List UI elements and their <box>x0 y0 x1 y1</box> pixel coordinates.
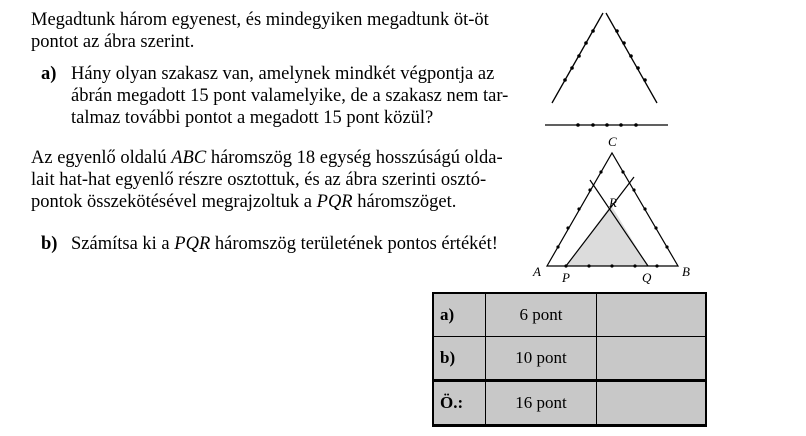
left-line <box>552 13 603 103</box>
part-a-label: a) <box>41 64 57 84</box>
point <box>570 66 574 70</box>
figure-three-lines <box>545 13 668 127</box>
score-key: Ö.: <box>433 381 486 426</box>
score-blank <box>597 293 707 337</box>
part-b-text: Számítsa ki a PQR háromszög területének pontos értékét! <box>71 234 498 254</box>
point <box>622 41 626 45</box>
label-q: Q <box>642 270 652 285</box>
division-point <box>655 264 658 267</box>
point <box>634 123 638 127</box>
label-r: R <box>609 195 617 210</box>
division-point <box>643 207 646 210</box>
triangle-pqr-fill <box>566 205 648 266</box>
score-key: a) <box>433 293 486 337</box>
part-a-line-3: talmaz további pontot a megadott 15 pont közül? <box>71 108 434 128</box>
division-point <box>654 226 657 229</box>
division-point <box>577 207 580 210</box>
division-point <box>599 170 602 173</box>
point <box>563 78 567 82</box>
part-a-line-2: ábrán megadott 15 pont valamelyike, de a szakasz nem tar- <box>71 86 509 106</box>
intro-line-2: pontot az ábra szerint. <box>31 32 195 52</box>
figure-triangle-abc <box>532 134 690 285</box>
part-b-label: b) <box>41 234 58 254</box>
division-point <box>632 188 635 191</box>
label-b: B <box>682 264 690 279</box>
division-point <box>564 264 567 267</box>
division-point <box>665 245 668 248</box>
point <box>591 29 595 33</box>
score-blank <box>597 337 707 381</box>
score-points: 10 pont <box>486 337 597 381</box>
score-row <box>433 293 706 337</box>
label-c: C <box>608 134 617 149</box>
point <box>576 123 580 127</box>
division-point <box>587 264 590 267</box>
part-a-line-1: Hány olyan szakasz van, amelynek mindkét végpontja az <box>71 64 495 84</box>
score-blank <box>597 381 707 426</box>
point <box>619 123 623 127</box>
score-row-total <box>433 381 706 426</box>
problem-2-line-3: pontok összekötésével megrajzoltuk a PQR háromszöget. <box>31 192 457 212</box>
intro-line-1: Megadtunk három egyenest, és mindegyiken megadtunk öt-öt <box>31 10 489 30</box>
score-points: 16 pont <box>486 381 597 426</box>
division-point <box>588 188 591 191</box>
point <box>643 78 647 82</box>
point <box>577 54 581 58</box>
problem-2-line-1: Az egyenlő oldalú ABC háromszög 18 egység hosszúságú olda- <box>31 148 503 168</box>
point <box>584 41 588 45</box>
point <box>636 66 640 70</box>
division-point <box>621 170 624 173</box>
score-points: 6 pont <box>486 293 597 337</box>
division-point <box>566 226 569 229</box>
score-table <box>432 292 707 427</box>
right-line <box>606 13 657 103</box>
problem-2-line-2: lait hat-hat egyenlő részre osztottuk, és az ábra szerinti osztó- <box>31 170 487 190</box>
point <box>615 29 619 33</box>
division-point <box>610 264 613 267</box>
point <box>605 123 609 127</box>
point <box>629 54 633 58</box>
label-a: A <box>533 264 541 279</box>
point <box>591 123 595 127</box>
score-key: b) <box>433 337 486 381</box>
score-row <box>433 337 706 381</box>
label-p: P <box>562 270 570 285</box>
division-point <box>633 264 636 267</box>
division-point <box>556 245 559 248</box>
